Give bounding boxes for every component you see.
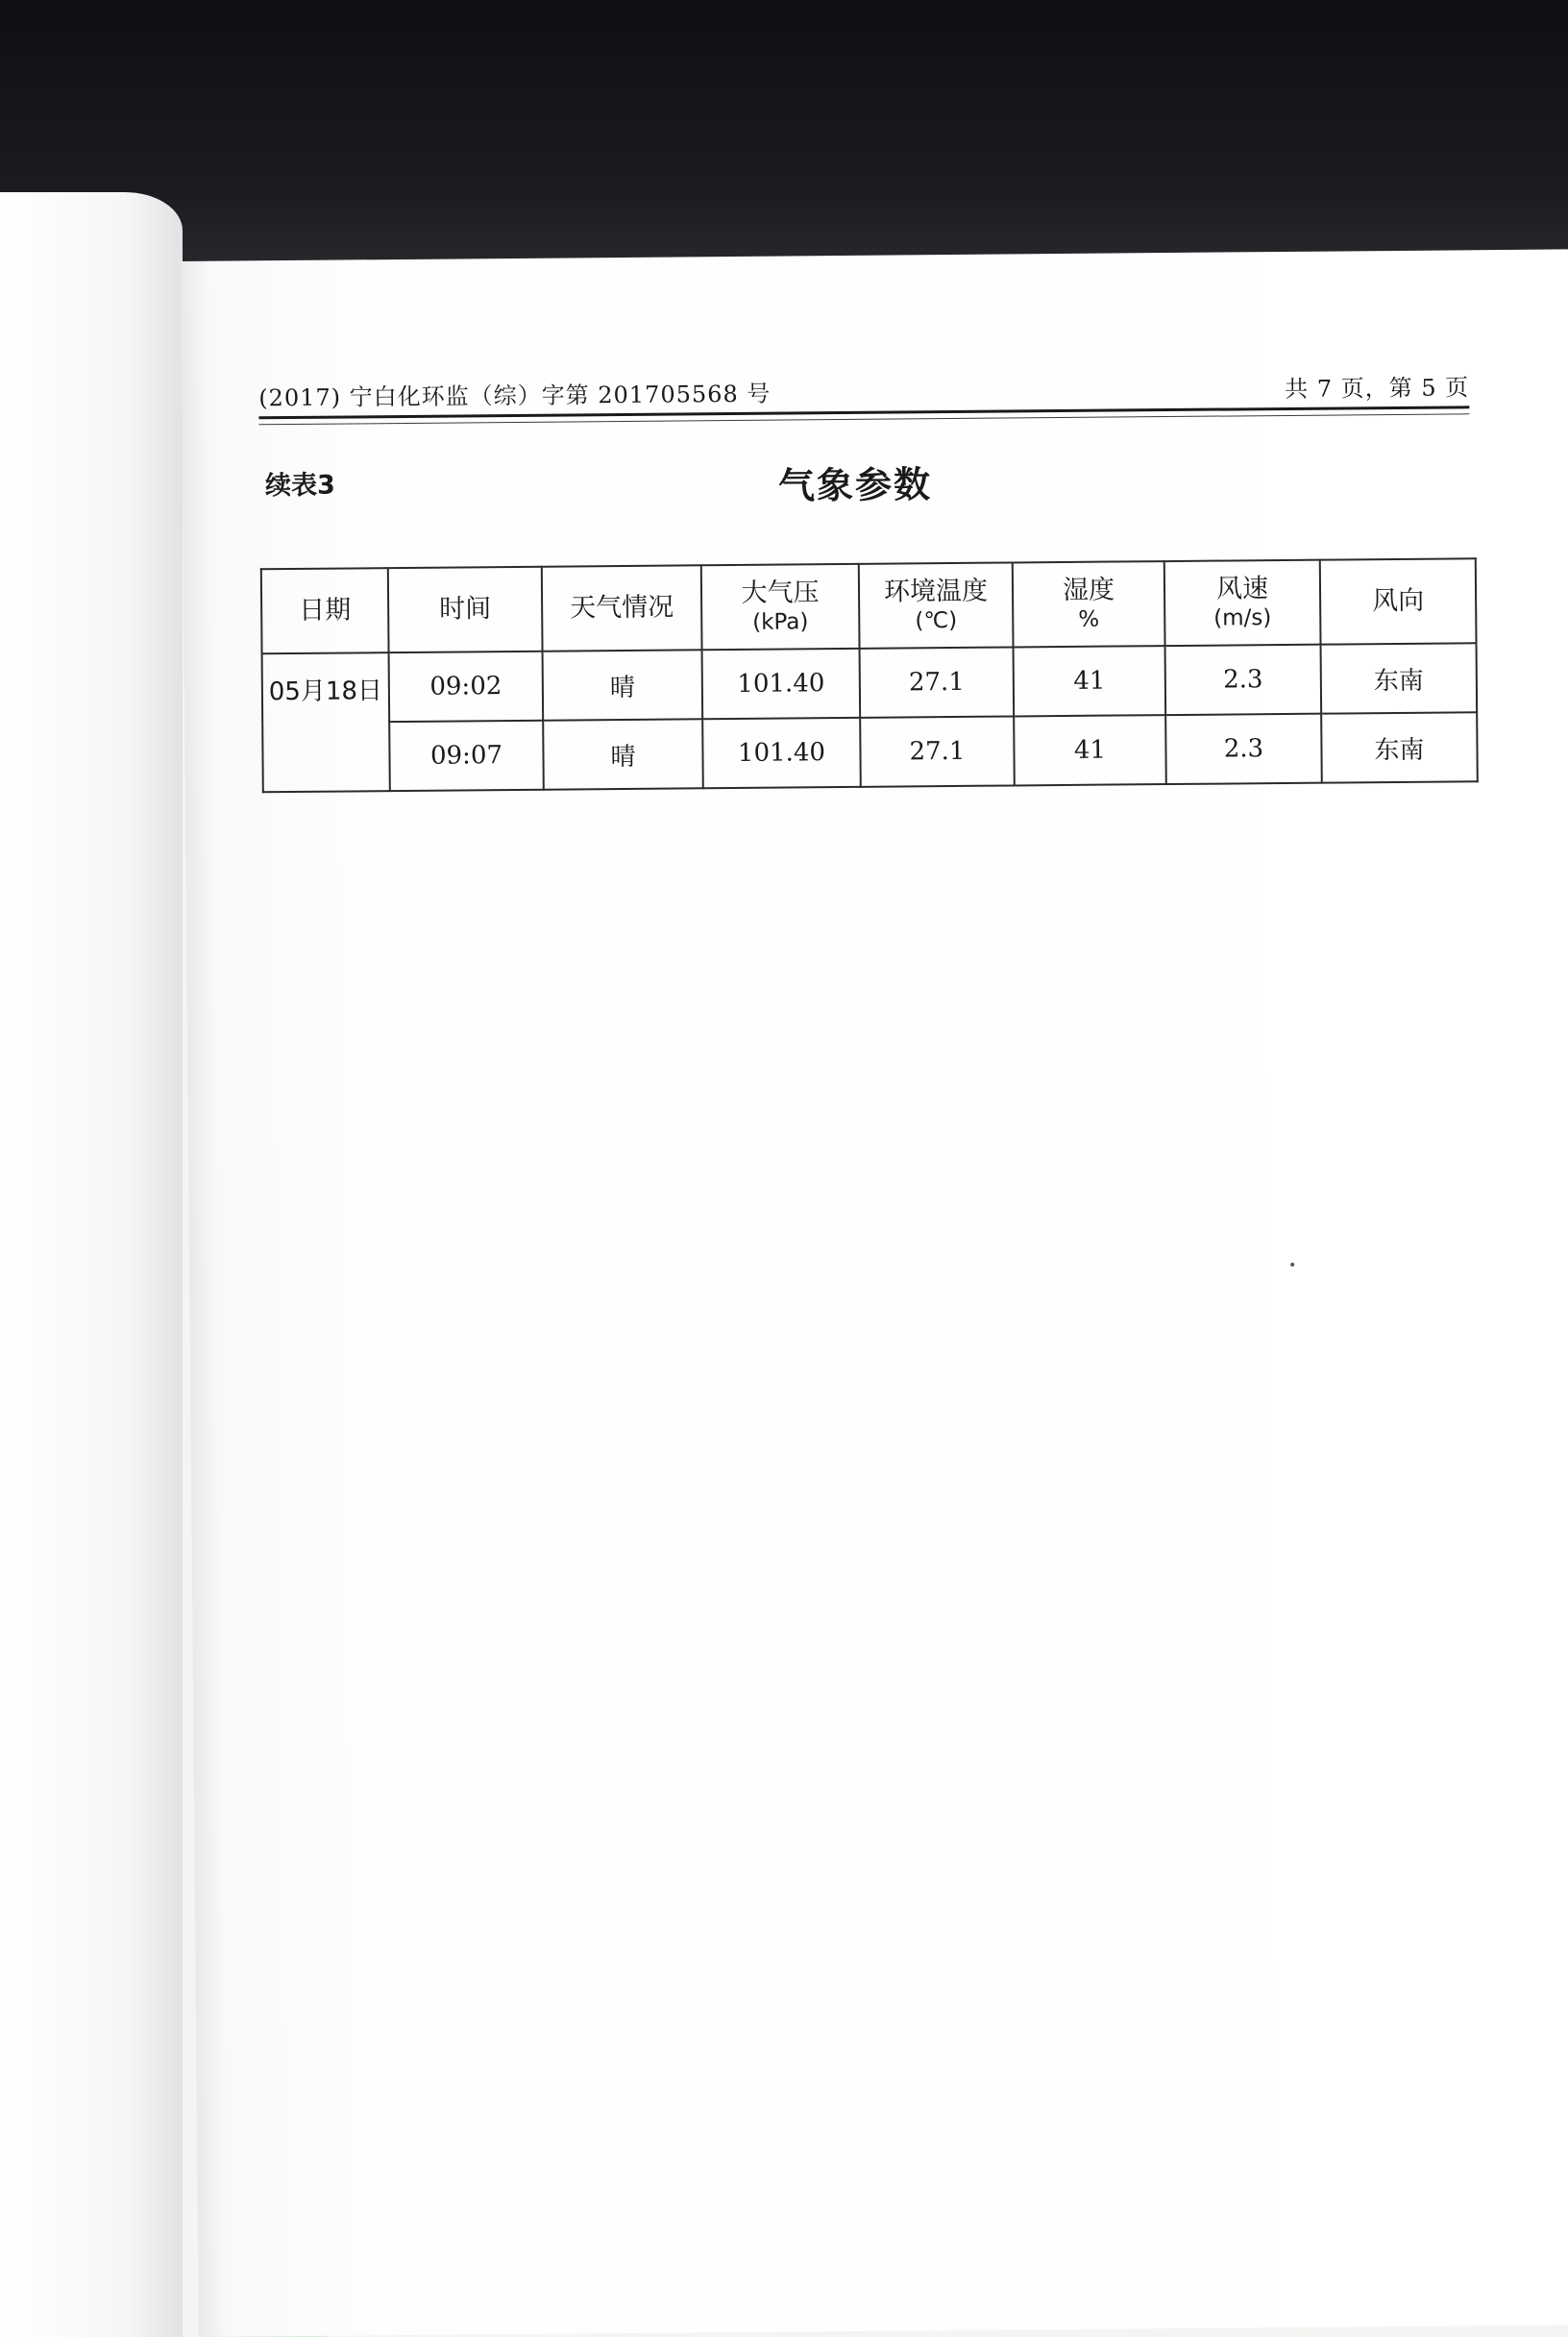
cell-pressure: 101.40 [702, 649, 861, 719]
table-row [262, 712, 1478, 792]
cell-date: 05月18日 [262, 652, 390, 792]
cell-wind-direction: 东南 [1321, 712, 1478, 782]
col-header-wind-direction: 风向 [1320, 558, 1477, 644]
col-header-time: 时间 [388, 567, 543, 652]
cell-humidity: 41 [1014, 715, 1166, 785]
page-header [258, 367, 1469, 419]
cell-time: 09:02 [389, 652, 544, 722]
cell-weather: 晴 [543, 719, 703, 789]
col-header-pressure: 大气压 (kPa) [701, 564, 860, 650]
cell-humidity: 41 [1014, 646, 1166, 716]
doc-number: (2017) 宁白化环监（综）字第 201705568 号 [258, 380, 772, 412]
col-header-date: 日期 [261, 568, 389, 653]
table-label: 续表3 [264, 470, 335, 502]
paper-speck [1290, 1263, 1294, 1267]
cell-weather: 晴 [543, 650, 703, 720]
cell-wind-speed: 2.3 [1165, 645, 1322, 715]
document-page [181, 249, 1568, 2337]
cell-wind-speed: 2.3 [1165, 714, 1322, 784]
cell-temperature: 27.1 [860, 716, 1015, 786]
table-row [262, 643, 1478, 723]
cell-wind-direction: 东南 [1321, 643, 1478, 713]
col-header-humidity: 湿度 % [1013, 561, 1165, 647]
cell-pressure: 101.40 [702, 718, 861, 788]
col-header-wind-speed: 风速 (m/s) [1164, 560, 1321, 646]
col-unit-wind-speed: (m/s) [1213, 605, 1272, 631]
cell-temperature: 27.1 [860, 647, 1015, 717]
col-unit-humidity: % [1078, 606, 1100, 632]
dark-background [0, 0, 1568, 279]
col-unit-pressure: (kPa) [752, 609, 809, 635]
cell-time: 09:07 [389, 721, 544, 791]
table-title: 气象参数 [777, 463, 933, 507]
page-info: 共 7 页，第 5 页 [1285, 374, 1470, 403]
col-unit-temperature: (℃) [915, 607, 958, 634]
col-header-temperature: 环境温度 (℃) [859, 562, 1014, 648]
table-header-row [261, 558, 1477, 653]
left-page-edge [0, 192, 183, 2337]
meteorological-table [260, 557, 1479, 793]
col-header-weather: 天气情况 [542, 565, 702, 651]
